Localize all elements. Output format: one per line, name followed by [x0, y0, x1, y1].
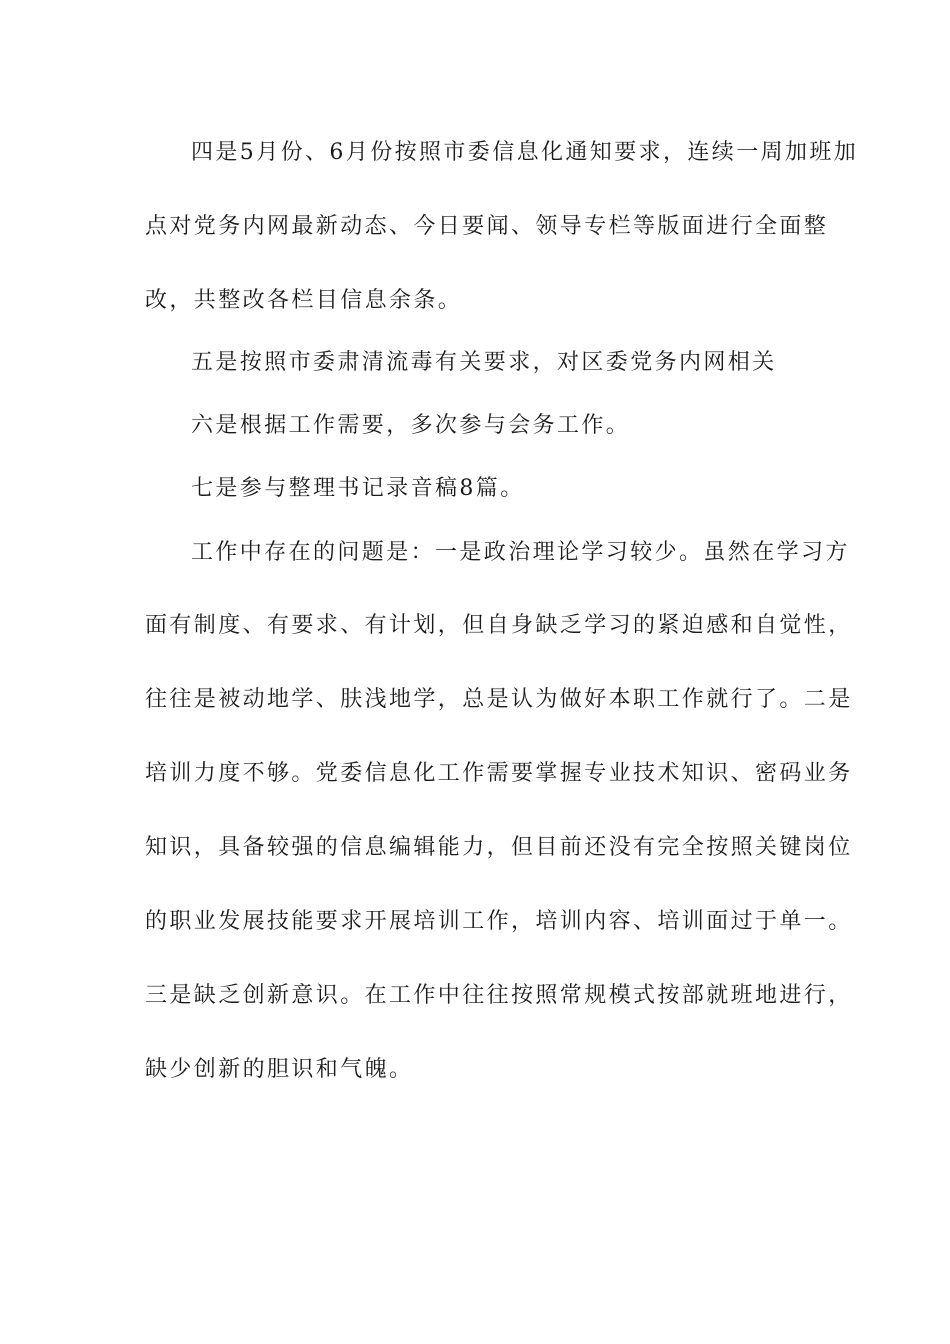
problems-paragraph-line-2: 面有制度、有要求、有计划，但自身缺乏学习的紧迫感和自觉性， [145, 613, 853, 638]
problems-paragraph-line-6: 的职业发展技能要求开展培训工作，培训内容、培训面过于单一。 [145, 909, 853, 934]
paragraph-4-line-2: 点对党务内网最新动态、今日要闻、领导专栏等版面进行全面整 [145, 214, 829, 239]
paragraph-4-line-1: 四是5月份、6月份按照市委信息化通知要求，连续一周加班加 [191, 140, 859, 165]
problems-paragraph-line-5: 知识，具备较强的信息编辑能力，但目前还没有完全按照关键岗位 [145, 835, 853, 860]
paragraph-5-line-1: 五是按照市委肃清流毒有关要求，对区委党务内网相关 [191, 350, 777, 375]
paragraph-4-line-3: 改，共整改各栏目信息余条。 [145, 288, 463, 313]
problems-paragraph-line-4: 培训力度不够。党委信息化工作需要掌握专业技术知识、密码业务 [145, 761, 853, 786]
paragraph-6-line-1: 六是根据工作需要，多次参与会务工作。 [191, 413, 631, 438]
problems-paragraph-line-8: 缺少创新的胆识和气魄。 [145, 1057, 414, 1082]
problems-paragraph-line-3: 往往是被动地学、肤浅地学，总是认为做好本职工作就行了。二是 [145, 687, 853, 712]
problems-paragraph-line-1: 工作中存在的问题是：一是政治理论学习较少。虽然在学习方 [191, 540, 850, 565]
problems-paragraph-line-7: 三是缺乏创新意识。在工作中往往按照常规模式按部就班地进行， [145, 983, 853, 1008]
paragraph-7-line-1: 七是参与整理书记录音稿8篇。 [191, 476, 525, 501]
